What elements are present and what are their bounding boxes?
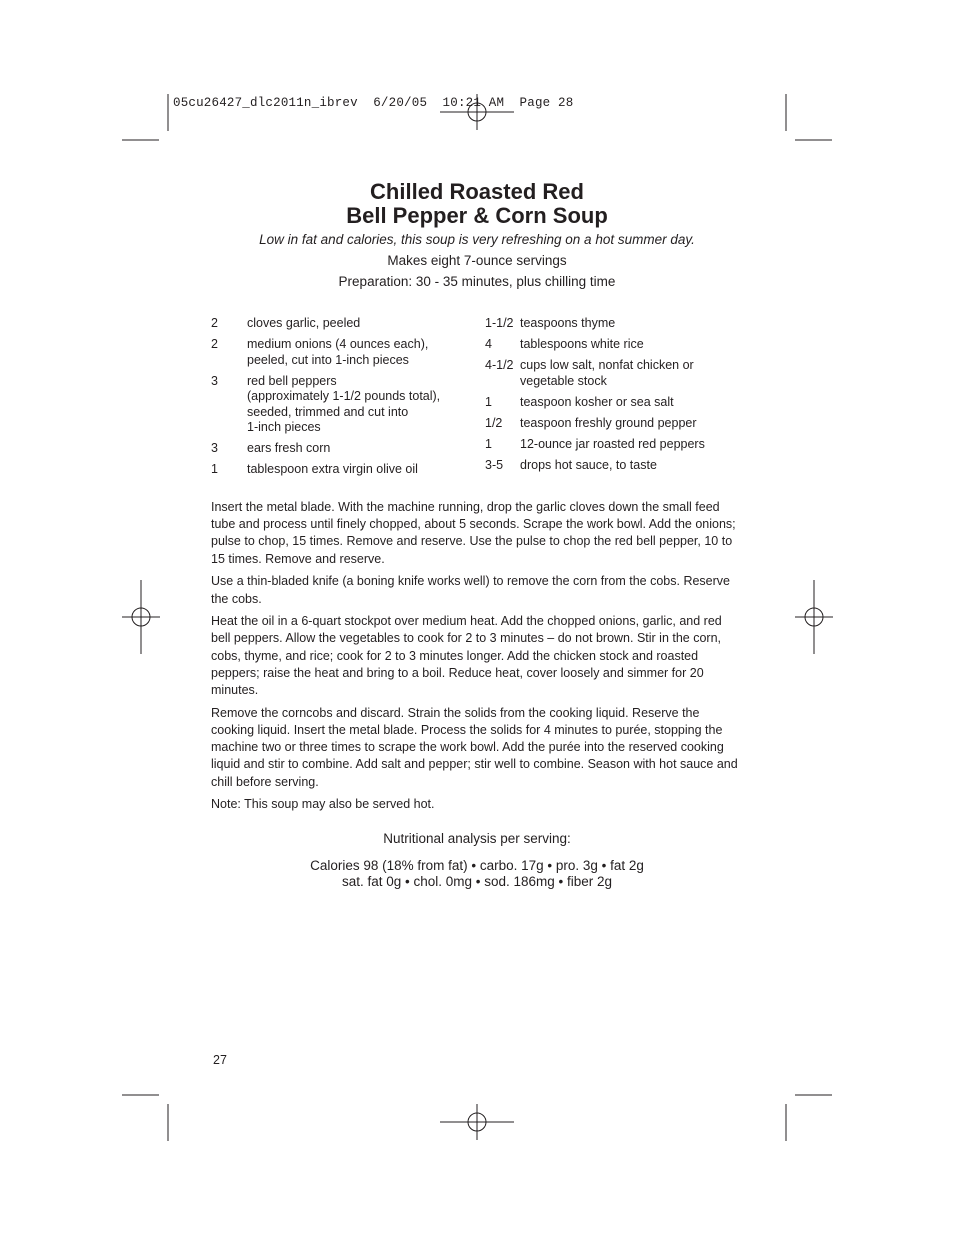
ingredient-item: drops hot sauce, to taste — [520, 457, 657, 472]
servings-info: Makes eight 7-ounce servings — [387, 253, 567, 268]
title-line-1: Chilled Roasted Red — [370, 179, 584, 204]
ingredient-quantity: 3 — [211, 441, 218, 455]
registration-mark — [440, 1104, 514, 1140]
recipe-instructions — [211, 499, 739, 819]
ingredient-quantity: 1 — [211, 462, 218, 476]
ingredients-right-column — [485, 316, 735, 479]
ingredient-quantity: 2 — [211, 337, 218, 351]
ingredient-item: ears fresh corn — [247, 441, 331, 455]
print-slug-line: 05cu26427_dlc2011n_ibrev 6/20/05 10:21 AM Page 28 — [173, 96, 574, 110]
preparation-time: Preparation: 30 - 35 minutes, plus chilling time — [338, 274, 616, 289]
instruction-paragraph: Note: This soup may also be served hot. — [211, 797, 435, 812]
ingredient-row — [211, 374, 456, 436]
ingredient-row — [485, 358, 735, 389]
ingredient-row — [485, 337, 735, 353]
ingredient-item: 12-ounce jar roasted red peppers — [520, 436, 705, 451]
ingredient-row — [485, 416, 735, 432]
page-number: 27 — [213, 1053, 227, 1067]
instruction-paragraph: Heat the oil in a 6-quart stockpot over medium heat. Add the chopped onions, garlic, and red bell peppers. Allow the vegetables to cook for 2 to 3 minutes – do not brown. Stir in the corn, cobs, thyme, and rice; cook for 2 to 3 minutes longer. Add the chicken stock and roasted peppers; raise the heat and bring to a boil. Reduce heat, cover loosely and simmer for 20 minutes. — [211, 614, 722, 698]
ingredient-quantity: 2 — [211, 316, 218, 330]
ingredient-quantity: 3 — [211, 373, 218, 388]
ingredient-quantity: 1/2 — [485, 415, 503, 430]
ingredient-row — [211, 462, 456, 478]
ingredient-row — [211, 316, 456, 332]
instruction-paragraph: Insert the metal blade. With the machine running, drop the garlic cloves down the small feed tube and process until finely chopped, about 5 seconds. Scrape the work bowl. Add the onions; pulse to chop, 15 times. Remove and reserve. Use the pulse to chop the red bell pepper, 10 to 15 times. Remove and reserve. — [211, 500, 736, 566]
ingredient-item: red bell peppers (approximately 1-1/2 pounds total), seeded, trimmed and cut into 1-inch pieces — [247, 373, 441, 434]
ingredient-quantity: 1 — [485, 394, 492, 409]
ingredient-item: medium onions (4 ounces each), peeled, cut into 1-inch pieces — [247, 337, 429, 367]
ingredient-item: tablespoon extra virgin olive oil — [247, 462, 418, 476]
ingredient-row — [211, 441, 456, 457]
ingredient-quantity: 4-1/2 — [485, 358, 514, 372]
ingredient-row — [211, 337, 456, 368]
ingredient-row — [485, 437, 735, 453]
ingredient-row — [485, 316, 735, 332]
registration-mark — [122, 580, 160, 654]
ingredient-quantity: 1 — [485, 436, 492, 451]
ingredient-quantity: 1-1/2 — [485, 316, 514, 330]
instruction-paragraph: Remove the corncobs and discard. Strain the solids from the cooking liquid. Reserve the cooking liquid. Insert the metal blade. Process the solids for 4 minutes to purée, stopping the machine two or three times to scrape the work bowl. Add the purée into the reserved cooking liquid and stir to combine. Add salt and pepper; stir well to combine. Season with hot sauce and chill before serving. — [211, 705, 738, 789]
nutrition-line-1: Calories 98 (18% from fat) • carbo. 17g • pro. 3g • fat 2g — [310, 858, 644, 873]
ingredients-left-column — [211, 316, 456, 483]
nutrition-line-2: sat. fat 0g • chol. 0mg • sod. 186mg • fiber 2g — [341, 873, 613, 889]
nutrition-facts — [0, 858, 954, 889]
ingredient-item: teaspoons thyme — [520, 316, 616, 330]
ingredient-row — [485, 395, 735, 411]
ingredient-item: teaspoon freshly ground pepper — [520, 415, 697, 430]
instruction-paragraph: Use a thin-bladed knife (a boning knife works well) to remove the corn from the cobs. Reserve the cobs. — [211, 574, 730, 606]
ingredient-quantity: 3-5 — [485, 457, 504, 472]
ingredient-item: cloves garlic, peeled — [247, 316, 361, 330]
title-line-2: Bell Pepper & Corn Soup — [346, 203, 608, 228]
ingredient-item: tablespoons white rice — [520, 337, 644, 351]
registration-mark — [795, 580, 833, 654]
ingredient-item: cups low salt, nonfat chicken or vegetable stock — [520, 358, 694, 388]
recipe-title — [0, 180, 954, 228]
ingredient-quantity: 4 — [485, 337, 492, 351]
nutrition-heading: Nutritional analysis per serving: — [383, 831, 571, 846]
ingredient-item: teaspoon kosher or sea salt — [520, 394, 674, 409]
ingredient-row — [485, 458, 735, 474]
recipe-subtitle: Low in fat and calories, this soup is very refreshing on a hot summer day. — [259, 232, 695, 247]
